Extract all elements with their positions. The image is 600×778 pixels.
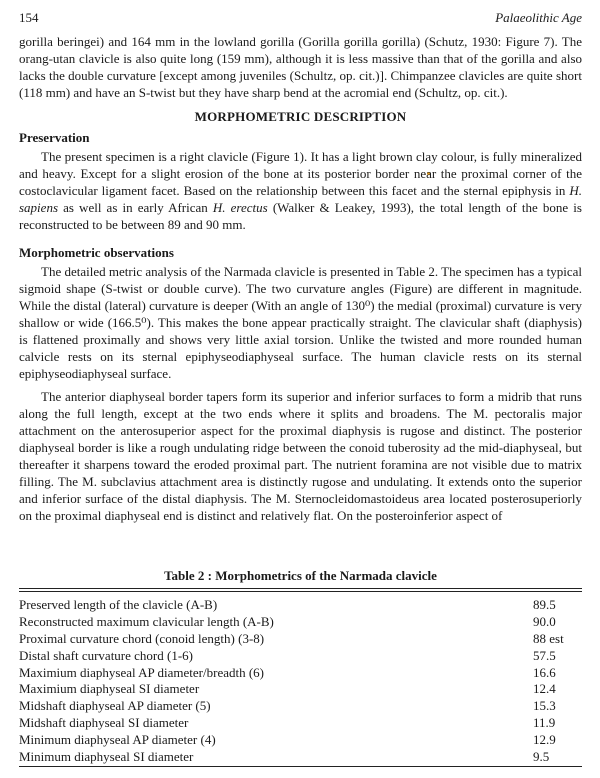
morphometric-paragraph-2: The anterior diaphyseal border tapers form its superior and inferior surfaces to form a midrib that runs along the full length, except at the two ends where it splits and broadens. The M. pectoralis major attachment on the anterosuperior aspect for the proximal diaphysis is rugose and distinct. The posterior diaphyseal border is like a rough undulating ridge between the conoid tuberosity ad the mid-diaphyseal, but thereafter it sharpens toward the eroded proximal part. The nutrient foramina are not visible due to matrix filling. The M. subclavius attachment area is distinctly rugose and undulating. It extends onto the superior and inferior surface of the distal diaphysis. The M. Sternocleidomastoideus area located posterosuperiorly on the proximal diaphyseal end is distinct and relatively flat. On the posteroinferior aspect of: [19, 388, 582, 524]
table-row: [19, 631, 582, 648]
table-row-label: Maximium diaphyseal AP diameter/breadth (6): [19, 664, 265, 680]
table-row: [19, 665, 582, 682]
table-row-label: Midshaft diaphyseal AP diameter (5): [19, 698, 211, 714]
table-title: Table 2 : Morphometrics of the Narmada clavicle: [164, 568, 437, 583]
table-row-value: 16.6: [533, 664, 556, 680]
table-row-label: Maximium diaphyseal SI diameter: [19, 681, 200, 697]
page-header: [19, 10, 582, 26]
table-row-value: 9.5: [533, 749, 550, 765]
table-row-value: 11.9: [533, 715, 556, 731]
table-row-label: Minimum diaphyseal AP diameter (4): [19, 732, 216, 748]
table-row-value: 57.5: [533, 647, 556, 663]
table-row-label: Midshaft diaphyseal SI diameter: [19, 715, 189, 731]
table-row-value: 12.9: [533, 732, 556, 748]
table-row-value: 90.0: [533, 613, 556, 629]
table-row-value: 89.5: [533, 597, 556, 612]
section-title: MORPHOMETRIC DESCRIPTION: [194, 109, 407, 125]
table-row-label: Proximal curvature chord (conoid length) (3-8): [19, 630, 265, 646]
table-row: [19, 648, 582, 665]
preservation-paragraph: The present specimen is a right clavicle (Figure 1). It has a light brown clay colour, is fully mineralized and heavy. Except for a slight erosion of the bone at its posterior border near the proximal corner of the costoclavicular ligament facet. Based on the relationship between this facet and the sternal epiphysis in H. sapiens as well as in early African H. erectus (Walker & Leakey, 1993), the total length of the bone is reconstructed to be between 89 and 90 mm.: [19, 149, 582, 233]
table-row-label: Distal shaft curvature chord (1-6): [19, 647, 193, 663]
table-row-label: Reconstructed maximum clavicular length (A-B): [19, 613, 274, 629]
page-number: 154: [19, 10, 39, 25]
running-title: Palaeolithic Age: [495, 10, 582, 25]
preservation-heading: Preservation: [19, 130, 90, 146]
table-row: [19, 698, 582, 715]
table-row: [19, 681, 582, 698]
table-row-label: Preserved length of the clavicle (A-B): [19, 597, 218, 612]
table-row: [19, 749, 582, 767]
morphometric-paragraph-1: The detailed metric analysis of the Narmada clavicle is presented in Table 2. The specimen has a typical sigmoid shape (S-twist or double curve). The two curvature angles (Figure) are different in magnitude. While the distal (lateral) curvature is deeper (With an angle of 130⁰) the medial (proximal) curvature is very shallow or wide (166.5⁰). This makes the bone appear practically straight. The clavicular shaft (diaphysis) is flattened proximally and shows very little axial torsion. Unlike the twisted and more rounded human calvicle rests on its sternal epiphyseodiaphyseal surface. The human clavicle rests on its sternal epiphyseodiaphyseal surface.: [19, 263, 582, 381]
table-rule-top: [19, 588, 582, 589]
table-row-label: Minimum diaphyseal SI diameter: [19, 749, 194, 765]
table-row: [19, 715, 582, 732]
intro-paragraph: gorilla beringei) and 164 mm in the lowland gorilla (Gorilla gorilla gorilla) (Schutz, 1930: Figure 7). The orang-utan clavicle is also quite long (159 mm), although it is less massive than that of the gorilla and also lacks the double curvature [except among juveniles (Schultz, op. cit.)]. Chimpanzee clavicles are quite short (118 mm) and have an S-twist but they have sharp bend at the acromial end (Schultz, op. cit.).: [19, 34, 582, 101]
table-rule-top-double: [19, 591, 582, 592]
table-row: [19, 597, 582, 614]
table-row-value: 88 est: [533, 630, 564, 646]
table-row: [19, 614, 582, 631]
table-row: [19, 732, 582, 749]
body-text: [19, 33, 582, 524]
morphometrics-table: [19, 597, 582, 767]
morphometric-heading: Morphometric observations: [19, 244, 174, 260]
table-row-value: 15.3: [533, 698, 556, 714]
table-row-value: 12.4: [533, 681, 556, 697]
